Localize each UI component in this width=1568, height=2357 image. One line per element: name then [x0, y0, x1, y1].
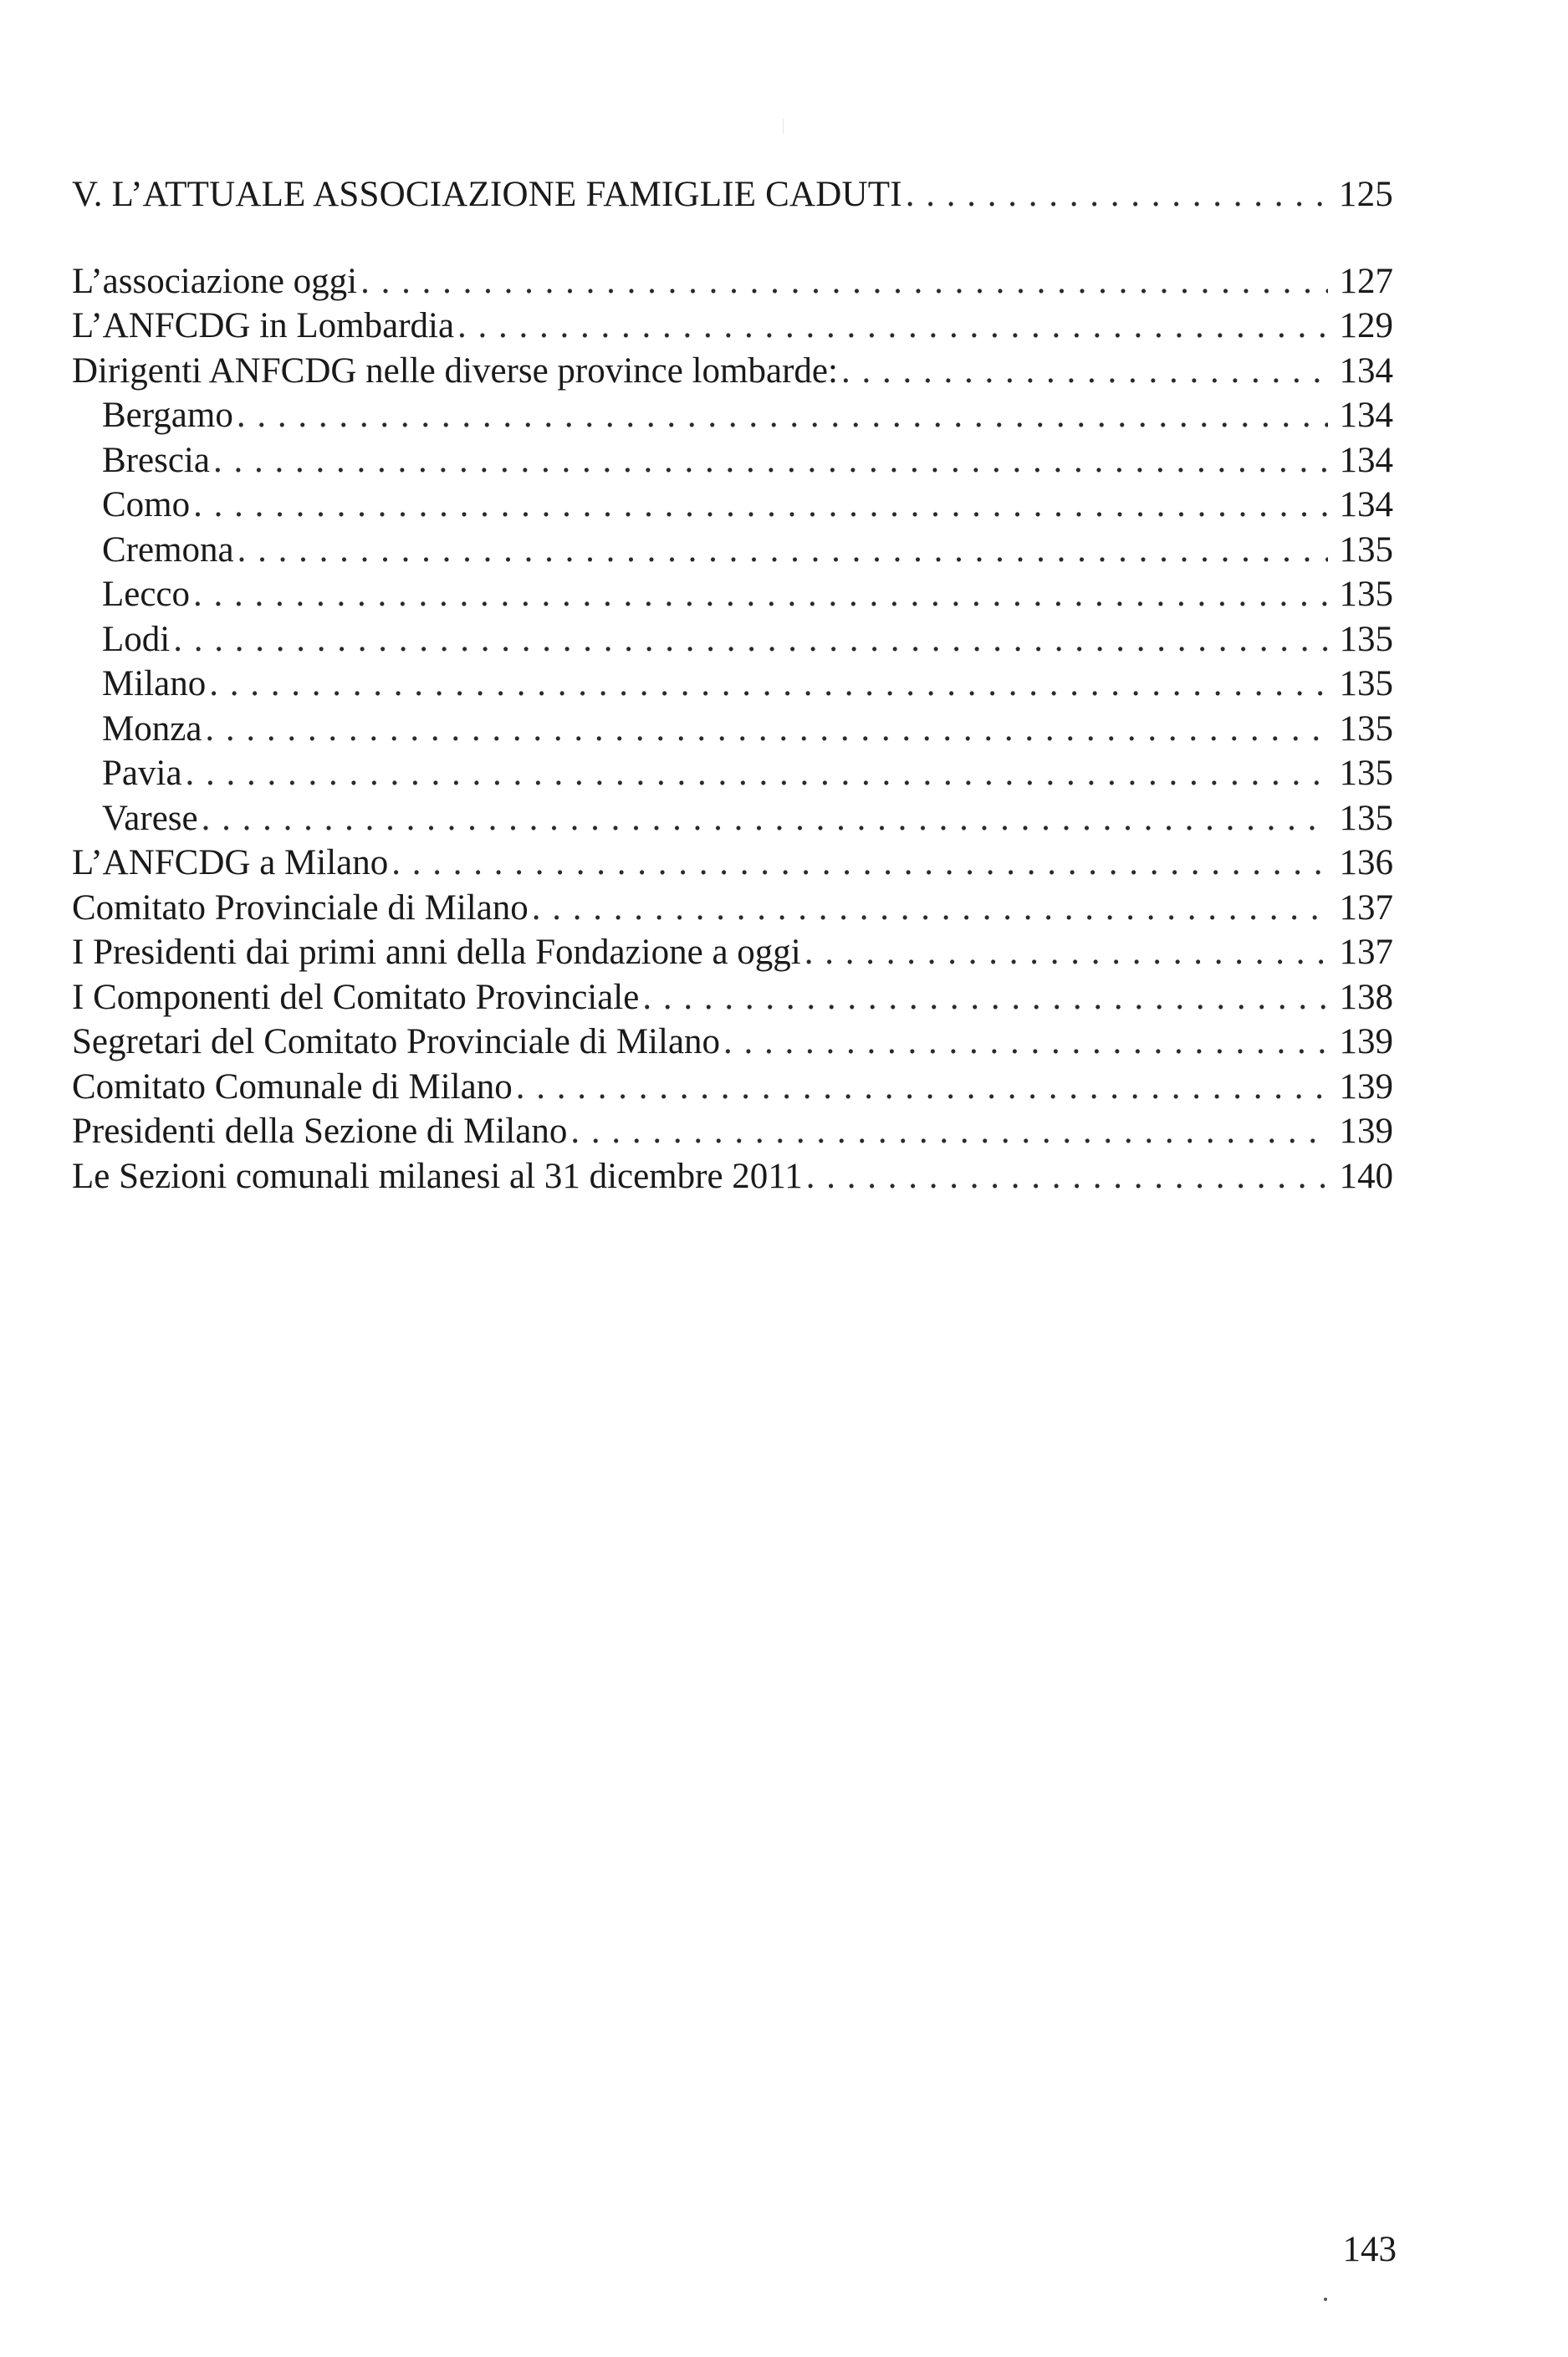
- toc-entry: [72, 930, 1393, 975]
- scan-speck: [1324, 2298, 1327, 2301]
- toc-entry-title: Varese: [102, 798, 198, 838]
- toc-entry-title: I Componenti del Comitato Provinciale: [72, 977, 640, 1017]
- toc-entry: [72, 886, 1393, 931]
- toc-entry: [72, 751, 1393, 796]
- toc-entry-page: 135: [1339, 754, 1393, 793]
- toc-entry-title: Como: [102, 485, 191, 524]
- toc-entry-page: 138: [1339, 977, 1393, 1017]
- toc-entry: [72, 1065, 1393, 1110]
- toc-entry: [72, 617, 1393, 662]
- dot-leader: [532, 886, 1328, 931]
- toc-entry: [72, 349, 1393, 394]
- dot-leader: [723, 1020, 1328, 1065]
- dot-leader: [209, 662, 1328, 707]
- dot-leader: [841, 349, 1328, 394]
- toc-entry-title: Monza: [102, 708, 202, 749]
- toc-entry: [72, 707, 1393, 752]
- toc-entry: [72, 662, 1393, 707]
- toc-entry-page: 139: [1339, 1022, 1393, 1061]
- toc-entry: [72, 259, 1393, 304]
- toc-entry-page: 135: [1339, 619, 1393, 659]
- dot-leader: [570, 1109, 1328, 1154]
- toc-entry-title: Lecco: [102, 575, 191, 614]
- toc-entry-page: 134: [1339, 440, 1393, 480]
- toc-entry-page: 127: [1339, 261, 1393, 301]
- toc-entry-title: L’ANFCDG a Milano: [72, 843, 389, 882]
- dot-leader: [237, 528, 1328, 573]
- toc-entry: [72, 393, 1393, 438]
- toc-entry-page: 135: [1339, 529, 1393, 570]
- toc-entry-title: Milano: [102, 664, 207, 703]
- toc-entry-title: Pavia: [102, 754, 182, 793]
- toc-entry-title: Segretari del Comitato Provinciale di Milano: [72, 1022, 721, 1061]
- table-of-contents: [72, 172, 1393, 1199]
- toc-entry-page: 129: [1339, 306, 1393, 345]
- dot-leader: [806, 1154, 1328, 1199]
- toc-entry-title: L’ANFCDG in Lombardia: [72, 306, 455, 345]
- toc-entry-title: Lodi: [102, 619, 171, 659]
- toc-entry-page: 135: [1339, 664, 1393, 703]
- toc-entry: [72, 841, 1393, 886]
- dot-leader: [360, 259, 1328, 304]
- toc-entry-page: 136: [1339, 843, 1393, 882]
- toc-heading-title: V. L’ATTUALE ASSOCIAZIONE FAMIGLIE CADUTI: [72, 175, 902, 214]
- toc-entry-page: 139: [1339, 1066, 1393, 1107]
- dot-leader: [642, 975, 1328, 1020]
- toc-entry-page: 135: [1339, 708, 1393, 749]
- scan-mark: [783, 119, 784, 134]
- toc-entry: [72, 483, 1393, 528]
- dot-leader: [193, 572, 1328, 617]
- toc-entry-title: Dirigenti ANFCDG nelle diverse province lombarde:: [72, 350, 838, 391]
- toc-entry: [72, 975, 1393, 1020]
- toc-entry-page: 137: [1339, 933, 1393, 972]
- toc-entry-title: Le Sezioni comunali milanesi al 31 dicembre 2011: [72, 1156, 803, 1196]
- dot-leader: [186, 751, 1328, 796]
- toc-entry-title: Brescia: [102, 440, 210, 480]
- toc-entry: [72, 438, 1393, 483]
- toc-entries: [72, 259, 1393, 1199]
- toc-entry-title: I Presidenti dai primi anni della Fondazione a oggi: [72, 933, 801, 972]
- toc-entry: [72, 1020, 1393, 1065]
- dot-leader: [804, 930, 1328, 975]
- dot-leader: [516, 1065, 1328, 1110]
- dot-leader: [193, 483, 1328, 528]
- toc-entry-title: L’associazione oggi: [72, 261, 358, 301]
- toc-entry-page: 135: [1339, 798, 1393, 838]
- toc-entry-page: 134: [1339, 485, 1393, 524]
- dot-leader: [202, 796, 1328, 841]
- toc-entry-title: Presidenti della Sezione di Milano: [72, 1112, 568, 1151]
- dot-leader: [213, 438, 1328, 483]
- toc-entry: [72, 572, 1393, 617]
- toc-entry-page: 137: [1339, 887, 1393, 928]
- toc-entry: [72, 304, 1393, 349]
- dot-leader: [906, 172, 1328, 217]
- toc-spacer: [72, 217, 1393, 259]
- dot-leader: [457, 304, 1328, 349]
- toc-chapter-heading: [72, 172, 1393, 217]
- toc-entry-page: 140: [1339, 1156, 1393, 1196]
- toc-entry: [72, 796, 1393, 841]
- toc-entry: [72, 1109, 1393, 1154]
- toc-entry: [72, 528, 1393, 573]
- toc-entry-page: 134: [1339, 350, 1393, 391]
- dot-leader: [205, 707, 1328, 752]
- toc-entry-page: 139: [1339, 1112, 1393, 1151]
- toc-heading-page: 125: [1338, 175, 1393, 214]
- toc-entry-title: Comitato Comunale di Milano: [72, 1066, 513, 1107]
- toc-entry: [72, 1154, 1393, 1199]
- dot-leader: [173, 617, 1328, 662]
- toc-entry-page: 135: [1339, 575, 1393, 614]
- toc-entry-page: 134: [1339, 396, 1393, 435]
- toc-entry-title: Cremona: [102, 529, 234, 570]
- toc-entry-title: Comitato Provinciale di Milano: [72, 887, 529, 928]
- dot-leader: [237, 393, 1328, 438]
- dot-leader: [391, 841, 1328, 886]
- toc-entry-title: Bergamo: [102, 396, 233, 435]
- page-number: 143: [1342, 2230, 1397, 2269]
